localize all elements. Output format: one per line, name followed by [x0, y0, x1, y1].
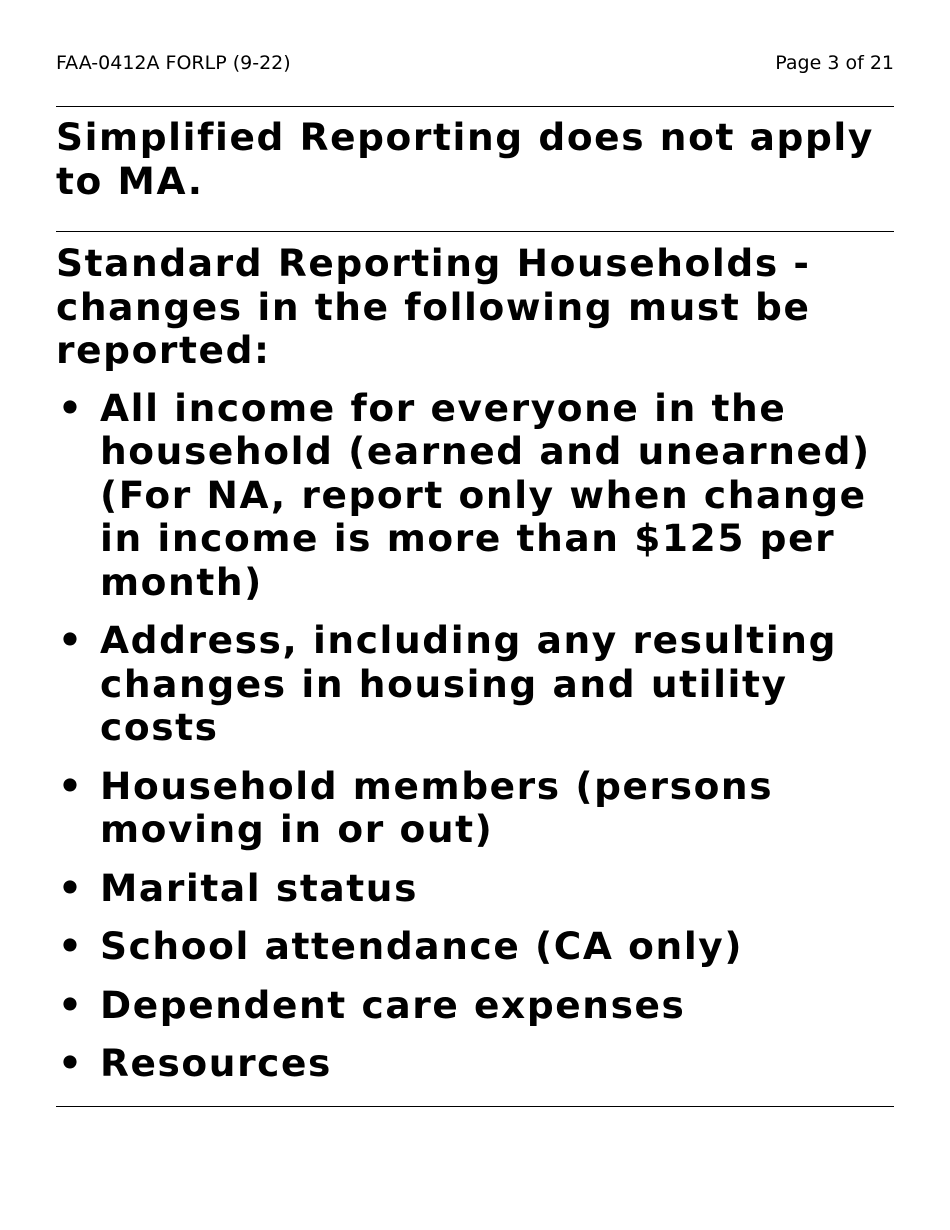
list-item	[56, 619, 894, 750]
reportable-changes-list	[56, 387, 894, 1086]
list-item	[56, 867, 894, 911]
list-item	[56, 1042, 894, 1086]
list-item-text: School attendance (CA only)	[100, 924, 744, 968]
bullet-icon: •	[58, 618, 84, 662]
list-item	[56, 387, 894, 605]
list-item-text: Marital status	[100, 865, 419, 910]
simplified-reporting-heading: Simplified Reporting does not apply to MA.	[56, 115, 874, 203]
list-item-text: Address, including any resulting changes in housing and utility costs	[100, 618, 838, 749]
bullet-icon: •	[58, 865, 84, 910]
bullet-icon: •	[58, 924, 84, 968]
page-number: Page 3 of 21	[775, 52, 894, 74]
document-page	[56, 0, 894, 1107]
bullet-icon: •	[58, 1041, 84, 1085]
list-item-text: Dependent care expenses	[100, 982, 686, 1027]
standard-reporting-section	[56, 232, 894, 1107]
standard-reporting-heading: Standard Reporting Households - changes in the following must be reported:	[56, 241, 811, 372]
page-header	[56, 0, 894, 107]
list-item-text: All income for everyone in the household (earned and unearned) (For NA, report only when change in income is more than $125 per month)	[100, 385, 871, 604]
list-item	[56, 925, 894, 969]
bullet-icon: •	[58, 385, 84, 430]
list-item-text: Resources	[100, 1041, 332, 1085]
form-id: FAA-0412A FORLP (9-22)	[56, 52, 291, 74]
bullet-icon: •	[58, 763, 84, 808]
list-item	[56, 984, 894, 1028]
list-item	[56, 765, 894, 852]
list-item-text: Household members (persons moving in or out)	[100, 763, 774, 851]
simplified-reporting-section	[56, 107, 894, 232]
bullet-icon: •	[58, 982, 84, 1027]
